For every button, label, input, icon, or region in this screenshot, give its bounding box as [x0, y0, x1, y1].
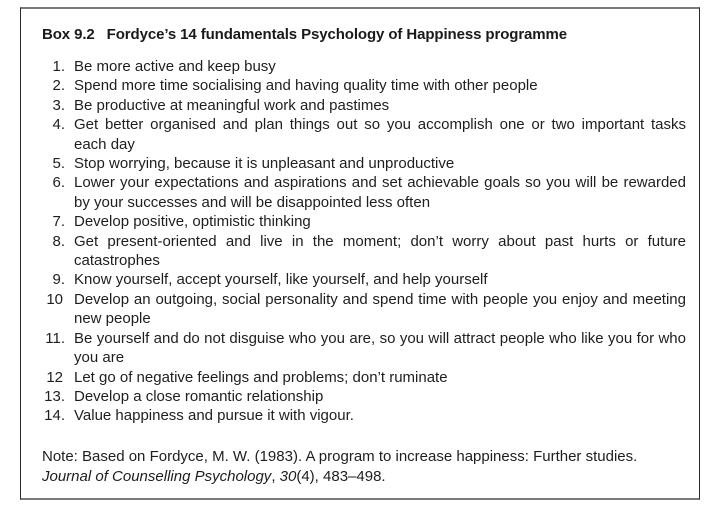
item-text: Let go of negative feelings and problems; don’t ruminate [74, 368, 448, 386]
item-text: Lower your expectations and aspirations and set achievable goals so you will be rewarded by your successes and will be disappointed less often [74, 174, 686, 211]
list-item [21, 290, 699, 329]
note-text: Note: Based on Fordyce, M. W. (1983). A program to increase happiness: Further studies. [42, 448, 638, 465]
item-text: Spend more time socialising and having quality time with other people [74, 77, 538, 95]
list-item [21, 329, 699, 368]
fundamentals-list [21, 57, 699, 426]
list-item [21, 57, 699, 76]
item-text: Know yourself, accept yourself, like yourself, and help yourself [74, 271, 488, 289]
list-item [21, 96, 699, 115]
list-item [21, 76, 699, 95]
source-note [42, 447, 686, 486]
journal-issue-pages: (4), 483–498. [296, 467, 386, 485]
box-heading: Fordyce’s 14 fundamentals Psychology of Happiness programme [106, 26, 568, 43]
item-text: Develop an outgoing, social personality and spend time with people you enjoy and meeting new people [74, 290, 686, 328]
item-number: 7. [52, 213, 65, 231]
item-text: Be more active and keep busy [74, 58, 276, 75]
item-number: 1. [52, 58, 65, 75]
list-item [21, 387, 699, 406]
item-number: 5. [52, 155, 65, 173]
list-item [21, 368, 699, 387]
list-item [21, 406, 699, 425]
item-number: 2. [52, 77, 65, 95]
note-comma: , [271, 467, 280, 485]
list-item [21, 173, 699, 212]
box-9-2 [20, 7, 700, 500]
item-number: 12 [46, 368, 63, 386]
list-item [21, 154, 699, 173]
box-title [42, 26, 567, 43]
box-label: Box 9.2 [42, 26, 95, 43]
item-text: Develop positive, optimistic thinking [74, 213, 311, 231]
item-text: Be productive at meaningful work and pastimes [74, 96, 390, 114]
item-number: 14. [44, 407, 65, 425]
list-item [21, 212, 699, 231]
item-number: 8. [52, 232, 65, 250]
item-text: Get present-oriented and live in the moment; don’t worry about past hurts or future catastrophes [74, 232, 686, 270]
list-item [21, 115, 699, 154]
item-number: 13. [44, 387, 65, 405]
item-text: Value happiness and pursue it with vigour. [74, 407, 354, 425]
item-text: Be yourself and do not disguise who you are, so you will attract people who like you for who you are [74, 329, 686, 367]
item-number: 3. [52, 96, 65, 114]
list-item [21, 232, 699, 271]
journal-volume: 30 [279, 467, 297, 485]
item-number: 10 [46, 290, 63, 308]
journal-title: Journal of Counselling Psychology [42, 467, 272, 485]
item-number: 6. [52, 174, 65, 192]
item-number: 9. [52, 271, 65, 289]
item-text: Develop a close romantic relationship [74, 387, 324, 405]
item-number: 4. [52, 116, 65, 134]
list-item [21, 270, 699, 289]
item-number: 11. [45, 329, 65, 347]
item-text: Stop worrying, because it is unpleasant and unproductive [74, 155, 455, 173]
item-text: Get better organised and plan things out so you accomplish one or two important tasks each day [74, 116, 686, 153]
